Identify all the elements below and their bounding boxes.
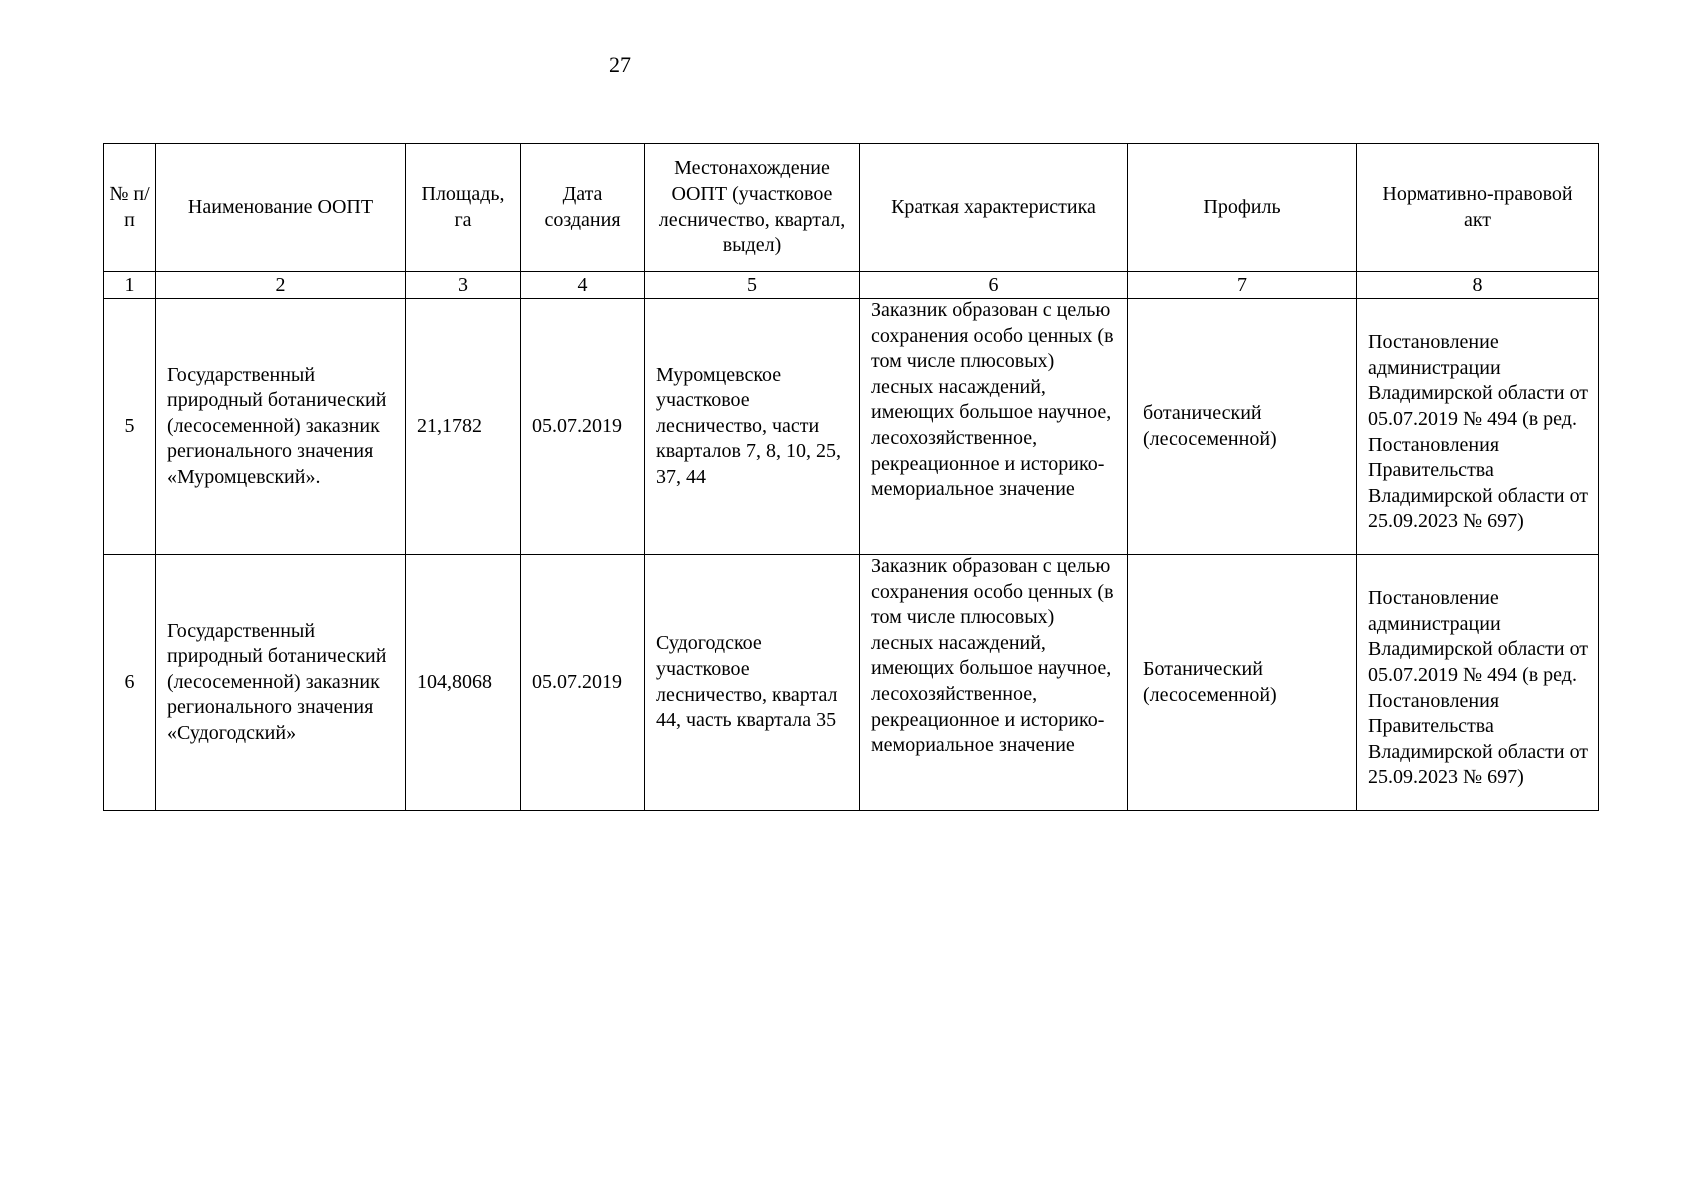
table-row — [104, 299, 1599, 555]
area-size: 21,1782 — [406, 299, 521, 555]
column-number: 6 — [860, 272, 1128, 299]
area-name: Государственный природный ботанический (лесосеменной) заказник регионального значения «Судогодский» — [156, 555, 406, 811]
column-number: 2 — [156, 272, 406, 299]
header-cell-description: Краткая характеристика — [860, 144, 1128, 272]
row-number: 5 — [104, 299, 156, 555]
column-number: 1 — [104, 272, 156, 299]
area-description: Заказник образован с целью сохранения особо ценных (в том числе плюсовых) лесных насаждений, имеющих большое научное, лесохозяйственное, рекреационное и историко-мемориальное значение — [860, 299, 1128, 555]
protected-areas-table — [103, 143, 1599, 811]
column-number: 7 — [1128, 272, 1357, 299]
table-header-row — [104, 144, 1599, 272]
area-name: Государственный природный ботанический (лесосеменной) заказник регионального значения «Муромцевский». — [156, 299, 406, 555]
column-number: 4 — [521, 272, 645, 299]
header-cell-name: Наименование ООПТ — [156, 144, 406, 272]
column-number: 5 — [645, 272, 860, 299]
area-description: Заказник образован с целью сохранения особо ценных (в том числе плюсовых) лесных насаждений, имеющих большое научное, лесохозяйственное, рекреационное и историко-мемориальное значение — [860, 555, 1128, 811]
legal-act: Постановление администрации Владимирской области от 05.07.2019 № 494 (в ред. Постановления Правительства Владимирской области от 25.09.2023 № 697) — [1357, 299, 1599, 555]
area-profile: Ботанический (лесосеменной) — [1128, 555, 1357, 811]
area-location: Муромцевское участковое лесничество, части кварталов 7, 8, 10, 25, 37, 44 — [645, 299, 860, 555]
area-size: 104,8068 — [406, 555, 521, 811]
page-number: 27 — [609, 52, 631, 77]
area-location: Судогодское участковое лесничество, квартал 44, часть квартала 35 — [645, 555, 860, 811]
header-cell-area: Площадь, га — [406, 144, 521, 272]
creation-date: 05.07.2019 — [521, 555, 645, 811]
creation-date: 05.07.2019 — [521, 299, 645, 555]
header-cell-date: Дата создания — [521, 144, 645, 272]
header-cell-act: Нормативно-правовой акт — [1357, 144, 1599, 272]
area-profile: ботанический (лесосеменной) — [1128, 299, 1357, 555]
column-number: 8 — [1357, 272, 1599, 299]
header-cell-location: Местонахождение ООПТ (участковое лесничество, квартал, выдел) — [645, 144, 860, 272]
header-cell-number: № п/п — [104, 144, 156, 272]
row-number: 6 — [104, 555, 156, 811]
legal-act: Постановление администрации Владимирской области от 05.07.2019 № 494 (в ред. Постановления Правительства Владимирской области от 25.09.2023 № 697) — [1357, 555, 1599, 811]
column-number-row — [104, 272, 1599, 299]
table-row — [104, 555, 1599, 811]
header-cell-profile: Профиль — [1128, 144, 1357, 272]
column-number: 3 — [406, 272, 521, 299]
